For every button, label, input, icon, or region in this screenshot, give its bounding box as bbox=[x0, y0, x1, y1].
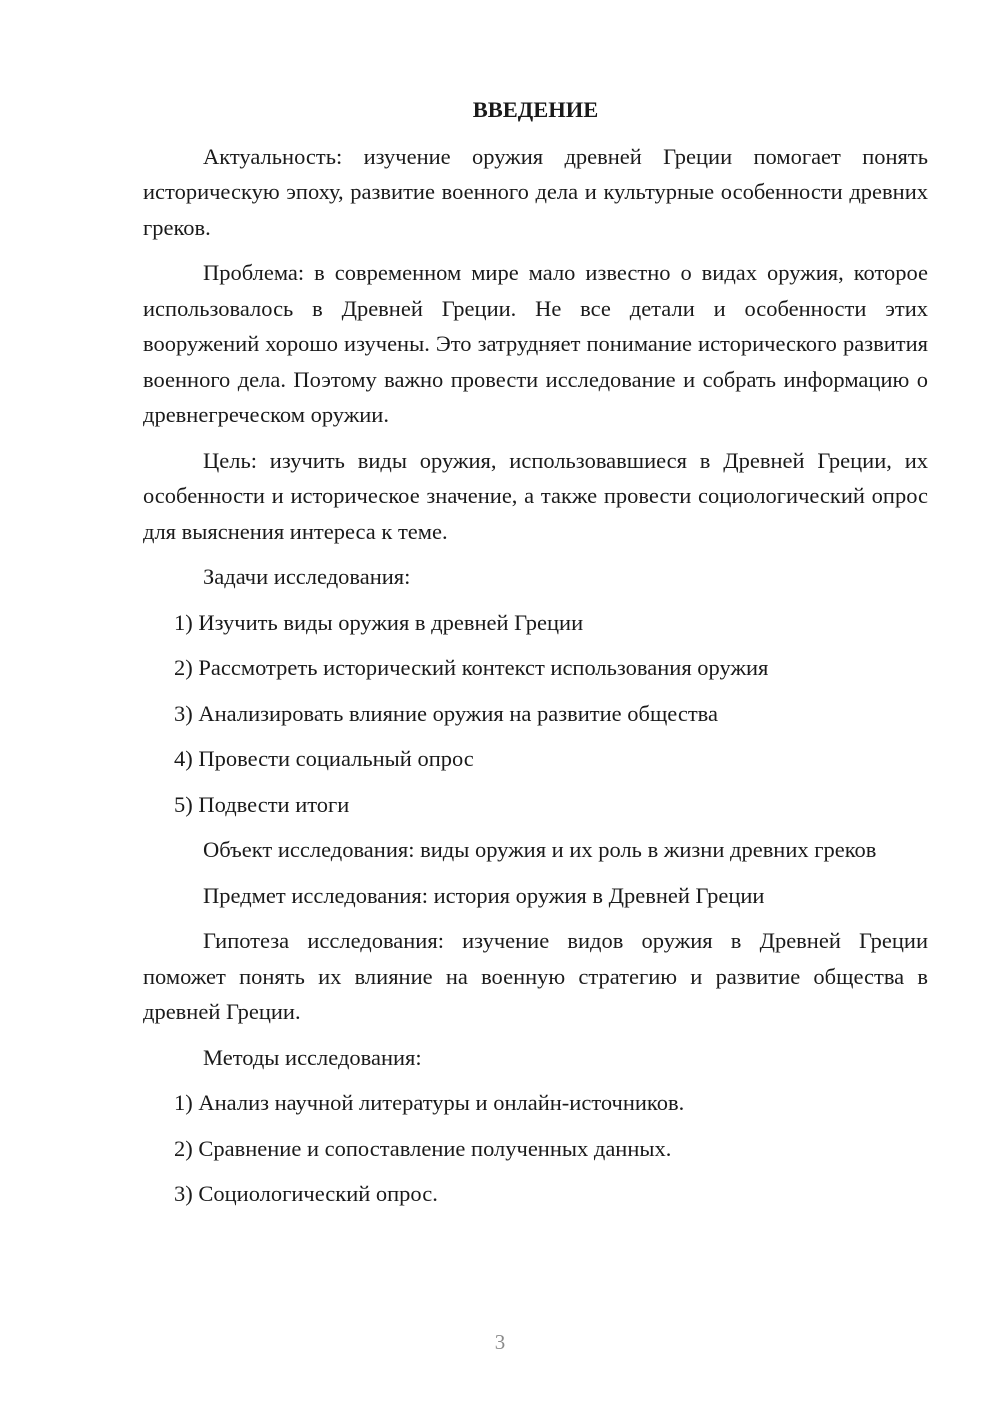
methods-title: Методы исследования: bbox=[203, 1044, 422, 1070]
object-paragraph: Объект исследования: виды оружия и их роль в жизни древних греков bbox=[203, 837, 877, 862]
methods-list bbox=[143, 1085, 928, 1212]
section-heading: ВВЕДЕНИЕ bbox=[472, 97, 599, 122]
list-item: 2) Сравнение и сопоставление полученных данных. bbox=[174, 1135, 672, 1161]
list-item: 2) Рассмотреть исторический контекст использования оружия bbox=[174, 655, 769, 680]
list-item: 1) Анализ научной литературы и онлайн-источников. bbox=[174, 1090, 685, 1115]
page-number: 3 bbox=[494, 1330, 506, 1354]
list-item: 3) Социологический опрос. bbox=[174, 1181, 438, 1206]
problem-paragraph: Проблема: в современном мире мало известно о видах оружия, которое использовалось в Древней Греции. Не все детали и особенности этих вооружений хорошо изучены. Это затрудняет понимание исторического развития военного дела. Поэтому важно провести исследование и собрать информацию о древнегреческом оружии. bbox=[143, 260, 928, 427]
hypothesis-paragraph: Гипотеза исследования: изучение видов оружия в Древней Греции поможет понять их влияние на военную стратегию и развитие общества в древней Греции. bbox=[143, 928, 928, 1024]
list-item: 4) Провести социальный опрос bbox=[174, 746, 474, 771]
list-item: 1) Изучить виды оружия в древней Греции bbox=[174, 609, 584, 635]
tasks-title: Задачи исследования: bbox=[203, 564, 411, 589]
list-item: 3) Анализировать влияние оружия на развитие общества bbox=[174, 700, 718, 726]
tasks-list bbox=[143, 605, 928, 823]
goal-paragraph: Цель: изучить виды оружия, использовавшиеся в Древней Греции, их особенности и историческое значение, а также провести социологический опрос для выяснения интереса к теме. bbox=[143, 447, 928, 544]
document-page bbox=[143, 92, 928, 1222]
relevance-paragraph: Актуальность: изучение оружия древней Греции помогает понять историческую эпоху, развитие военного дела и культурные особенности древних греков. bbox=[143, 143, 928, 240]
list-item: 5) Подвести итоги bbox=[174, 791, 350, 817]
subject-paragraph: Предмет исследования: история оружия в Древней Греции bbox=[203, 882, 765, 908]
